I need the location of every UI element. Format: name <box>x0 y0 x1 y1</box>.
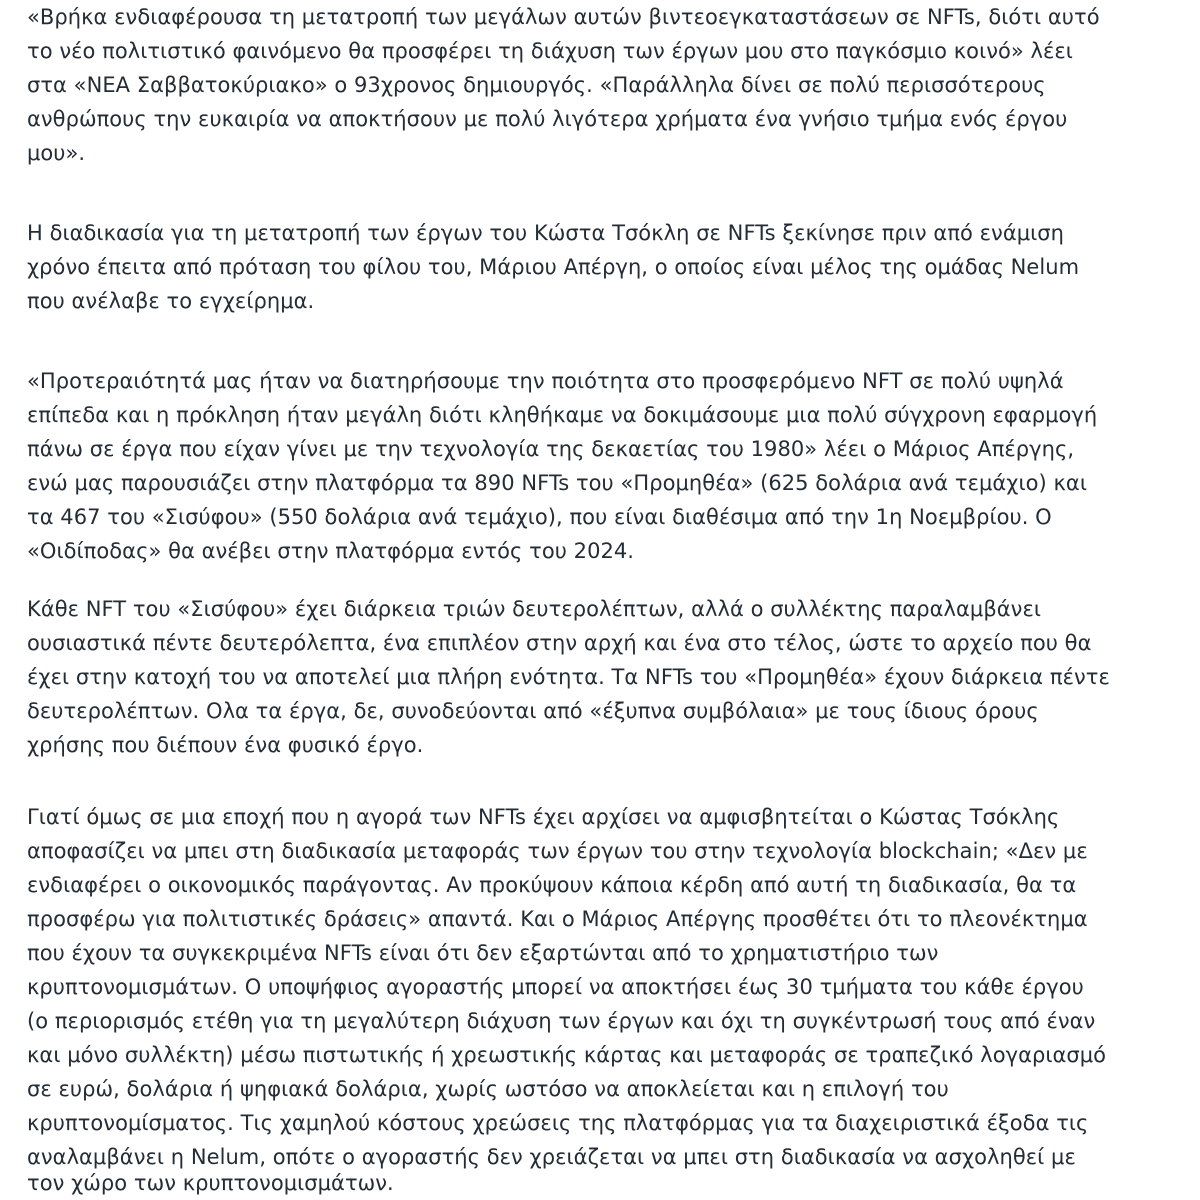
paragraph-5-line-11: αναλαμβάνει η Nelum, οπότε ο αγοραστής δεν χρειάζεται να μπει στη διαδικασία να ασχοληθεί με <box>27 1145 1076 1169</box>
paragraph-3-line-3: πάνω σε έργα που είχαν γίνει με την τεχνολογία της δεκαετίας του 1980» λέει ο Μάριος Απέργης, <box>27 437 1075 461</box>
paragraph-3-line-5: τα 467 του «Σισύφου» (550 δολάρια ανά τεμάχιο), που είναι διαθέσιμα από την 1η Νοεμβρίου. Ο <box>27 505 1052 529</box>
paragraph-4-line-5: χρήσης που διέπουν ένα φυσικό έργο. <box>27 733 424 757</box>
paragraph-5-line-6: κρυπτονομισμάτων. Ο υποψήφιος αγοραστής μπορεί να αποκτήσει έως 30 τμήματα του κάθε έργου <box>27 975 1084 999</box>
paragraph-1-line-4: ανθρώπους την ευκαιρία να αποκτήσουν με πολύ λιγότερα χρήματα ένα γνήσιο τμήμα ενός έργου <box>27 107 1068 131</box>
paragraph-5-line-10: κρυπτονομίσματος. Τις χαμηλού κόστους χρεώσεις της πλατφόρμας για τα διαχειριστικά έξοδα τις <box>27 1111 1089 1135</box>
paragraph-1-line-2: το νέο πολιτιστικό φαινόμενο θα προσφέρει τη διάχυση των έργων μου στο παγκόσμιο κοινό» λέει <box>27 39 1073 63</box>
paragraph-4-line-4: δευτερολέπτων. Ολα τα έργα, δε, συνοδεύονται από «έξυπνα συμβόλαια» με τους ίδιους όρους <box>27 699 1039 723</box>
paragraph-5-line-8: και μόνο συλλέκτη) μέσω πιστωτικής ή χρεωστικής κάρτας και μεταφοράς σε τραπεζικό λογαριασμό <box>27 1043 1107 1067</box>
paragraph-5-line-5: που έχουν τα συγκεκριμένα NFTs είναι ότι δεν εξαρτώνται από το χρηματιστήριο των <box>27 941 939 965</box>
paragraph-5-line-3: ενδιαφέρει ο οικονομικός παράγοντας. Αν προκύψουν κάποια κέρδη από αυτή τη διαδικασία, θα τα <box>27 873 1077 897</box>
paragraph-1-line-3: στα «ΝΕΑ Σαββατοκύριακο» ο 93χρονος δημιουργός. «Παράλληλα δίνει σε πολύ περισσότερους <box>27 73 1046 97</box>
paragraph-2-line-2: χρόνο έπειτα από πρόταση του φίλου του, Μάριου Απέργη, ο οποίος είναι μέλος της ομάδας Nelum <box>27 255 1080 279</box>
paragraph-5-line-9: σε ευρώ, δολάρια ή ψηφιακά δολάρια, χωρίς ωστόσο να αποκλείεται και η επιλογή του <box>27 1077 949 1101</box>
paragraph-4-line-1: Κάθε NFT του «Σισύφου» έχει διάρκεια τριών δευτερολέπτων, αλλά ο συλλέκτης παραλαμβάνει <box>27 597 1042 621</box>
paragraph-4-line-3: έχει στην κατοχή του να αποτελεί μια πλήρη ενότητα. Τα NFTs του «Προμηθέα» έχουν διάρκεια πέντε <box>27 665 1110 689</box>
paragraph-2-line-3: που ανέλαβε το εγχείρημα. <box>27 289 315 313</box>
paragraph-5-line-7: (ο περιορισμός ετέθη για τη μεγαλύτερη διάχυση των έργων και όχι τη συγκέντρωσή τους από έναν <box>27 1009 1096 1033</box>
paragraph-5-line-2: αποφασίζει να μπει στη διαδικασία μεταφοράς των έργων του στην τεχνολογία blockchain; «Δεν με <box>27 839 1088 863</box>
paragraph-3-line-4: ενώ μας παρουσιάζει στην πλατφόρμα τα 890 NFTs του «Προμηθέα» (625 δολάρια ανά τεμάχιο) και <box>27 471 1087 495</box>
paragraph-5-line-4: προσφέρω για πολιτιστικές δράσεις» απαντά. Και ο Μάριος Απέργης προσθέτει ότι το πλεονέκτημα <box>27 907 1088 931</box>
paragraph-3-line-2: επίπεδα και η πρόκληση ήταν μεγάλη διότι κληθήκαμε να δοκιμάσουμε μια πολύ σύγχρονη εφαρμογή <box>27 403 1098 427</box>
paragraph-1-line-1: «Βρήκα ενδιαφέρουσα τη μετατροπή των μεγάλων αυτών βιντεοεγκαταστάσεων σε NFTs, διότι αυτό <box>27 5 1100 29</box>
paragraph-3-line-6: «Οιδίποδας» θα ανέβει στην πλατφόρμα εντός του 2024. <box>27 539 635 563</box>
paragraph-4-line-2: ουσιαστικά πέντε δευτερόλεπτα, ένα επιπλέον στην αρχή και ένα στο τέλος, ώστε το αρχείο που θα <box>27 631 1092 655</box>
paragraph-1-line-5: μου». <box>27 141 86 165</box>
paragraph-5-line-1: Γιατί όμως σε μια εποχή που η αγορά των NFTs έχει αρχίσει να αμφισβητείται ο Κώστας Τσόκλης <box>27 805 1060 829</box>
paragraph-3-line-1: «Προτεραιότητά μας ήταν να διατηρήσουμε την ποιότητα στο προσφερόμενο NFT σε πολύ υψηλά <box>27 369 1064 393</box>
paragraph-5-line-12: τον χώρο των κρυπτονομισμάτων. <box>27 1171 394 1195</box>
paragraph-2-line-1: Η διαδικασία για τη μετατροπή των έργων του Κώστα Τσόκλη σε NFTs ξεκίνησε πριν από ενάμιση <box>27 221 1064 245</box>
